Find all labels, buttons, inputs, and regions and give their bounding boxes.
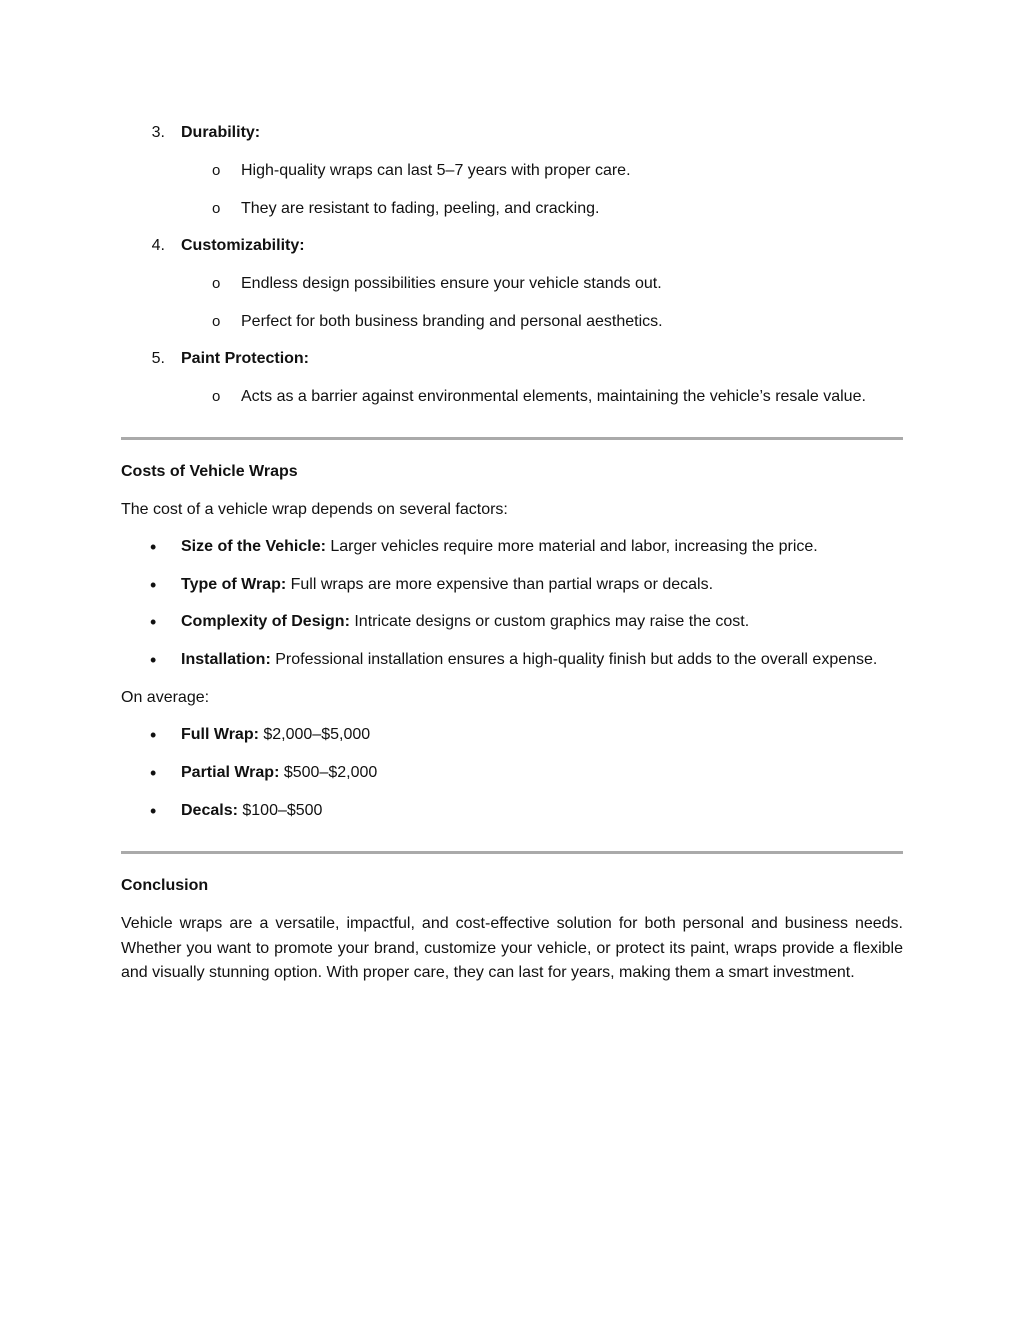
average-item: Decals: $100–$500 <box>181 802 323 819</box>
costs-intro: The cost of a vehicle wrap depends on several factors: <box>121 501 508 518</box>
sub-bullet-marker: o <box>212 162 221 179</box>
average-item: Partial Wrap: $500–$2,000 <box>181 764 378 781</box>
factor-item: Type of Wrap: Full wraps are more expensive than partial wraps or decals. <box>181 576 714 593</box>
bullet-marker: • <box>150 725 157 745</box>
sub-list-item: Acts as a barrier against environmental elements, maintaining the vehicle’s resale value. <box>241 388 866 405</box>
sub-bullet-marker: o <box>212 313 221 330</box>
bullet-marker: • <box>150 763 157 783</box>
list-number: 4. <box>151 237 165 254</box>
conclusion-paragraph: Vehicle wraps are a versatile, impactful, and cost-effective solution for both personal and business needs. Whether you want to promote your brand, customize your vehicle, or protect its paint, wraps provide a flexible and visually stunning option. With proper care, they can last for years, making them a smart investment. <box>121 915 903 982</box>
average-label: On average: <box>121 689 210 706</box>
list-number: 5. <box>151 350 165 367</box>
sub-bullet-marker: o <box>212 275 221 292</box>
factor-item: Size of the Vehicle: Larger vehicles require more material and labor, increasing the price. <box>181 538 818 555</box>
bullet-marker: • <box>150 801 157 821</box>
section-heading-conclusion: Conclusion <box>121 877 209 894</box>
bullet-marker: • <box>150 650 157 670</box>
bullet-marker: • <box>150 612 157 632</box>
sub-list-item: They are resistant to fading, peeling, and cracking. <box>241 200 600 217</box>
list-item-title: Durability: <box>181 124 261 141</box>
sub-list-item: Endless design possibilities ensure your vehicle stands out. <box>241 275 662 292</box>
factor-item: Complexity of Design: Intricate designs or custom graphics may raise the cost. <box>181 613 750 630</box>
sub-bullet-marker: o <box>212 388 221 405</box>
list-item-title: Paint Protection: <box>181 350 310 367</box>
bullet-marker: • <box>150 537 157 557</box>
factor-item: Installation: Professional installation ensures a high-quality finish but adds to the overall expense. <box>181 651 878 668</box>
average-item: Full Wrap: $2,000–$5,000 <box>181 726 371 743</box>
bullet-marker: • <box>150 575 157 595</box>
list-item-title: Customizability: <box>181 237 305 254</box>
horizontal-rule <box>121 437 903 440</box>
list-number: 3. <box>151 124 165 141</box>
sub-list-item: Perfect for both business branding and personal aesthetics. <box>241 313 663 330</box>
horizontal-rule <box>121 851 903 854</box>
sub-list-item: High-quality wraps can last 5–7 years with proper care. <box>241 162 631 179</box>
sub-bullet-marker: o <box>212 200 221 217</box>
section-heading-costs: Costs of Vehicle Wraps <box>121 463 298 480</box>
